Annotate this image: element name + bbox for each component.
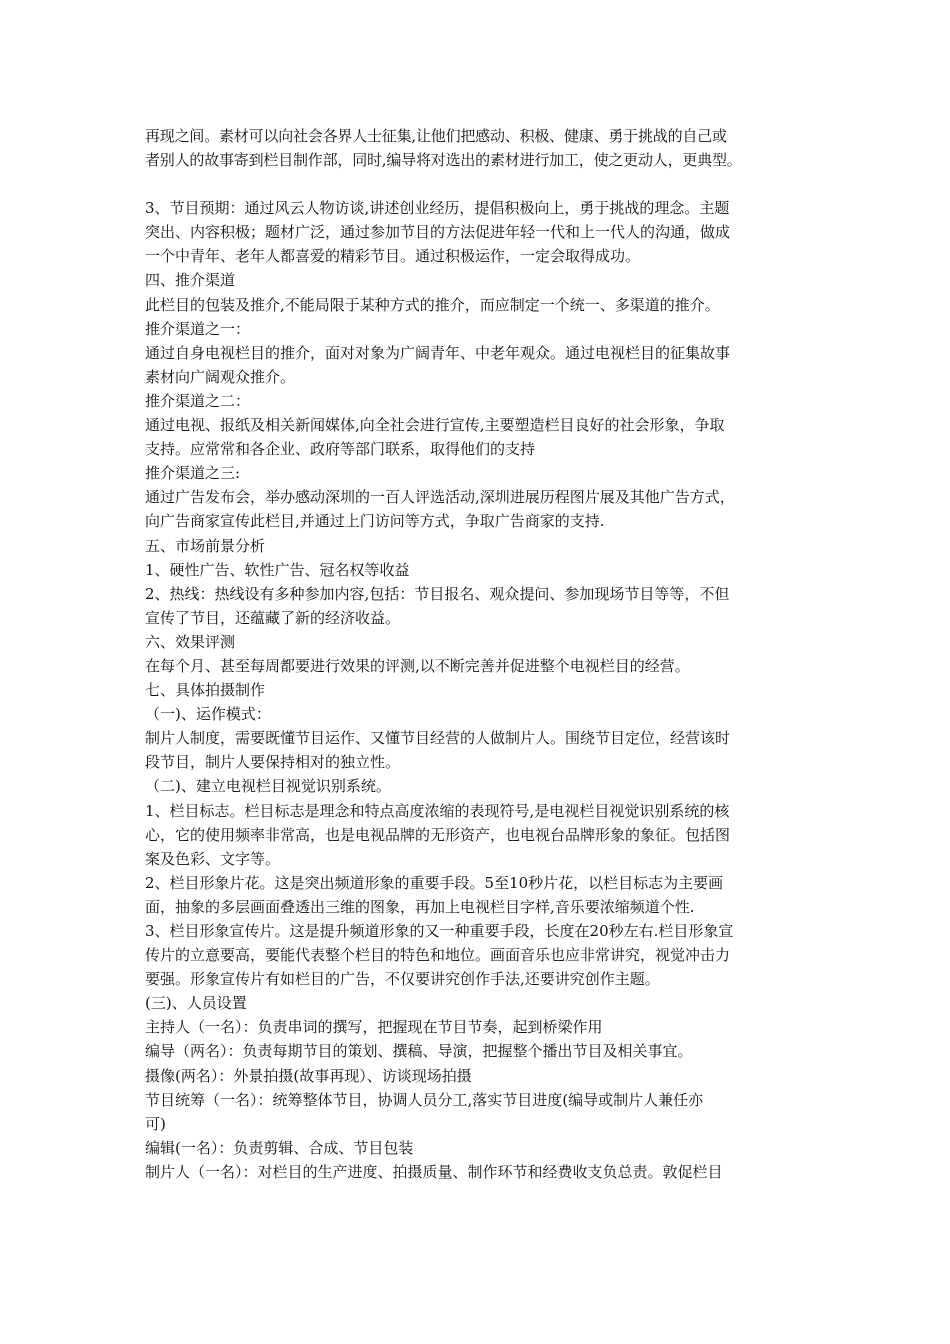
text-line: 编辑(一名）：负责剪辑、合成、节目包装: [145, 1138, 414, 1157]
text-line: 主持人（一名）：负责串词的撰写，把握现在节目节奏，起到桥梁作用: [145, 1018, 603, 1037]
text-line: 制片人制度，需要既懂节目运作、又懂节目经营的人做制片人。围绕节目定位，经营该时: [145, 729, 731, 748]
text-line: 可): [145, 1114, 166, 1133]
text-line: (三)、人员设置: [145, 994, 247, 1013]
text-line: 1、硬性广告、软性广告、冠名权等收益: [145, 560, 410, 579]
text-line: 3、栏目形象宣传片。这是提升频道形象的又一种重要手段，长度在20秒左右.栏目形象宣: [145, 922, 734, 940]
text-line: 通过自身电视栏目的推介，面对对象为广阔青年、中老年观众。通过电视栏目的征集故事: [145, 343, 731, 362]
text-line: 在每个月、甚至每周都要进行效果的评测,以不断完善并促进整个电视栏目的经营。: [145, 656, 690, 675]
paragraph-gap: [145, 172, 825, 196]
text-line: 推介渠道之三:: [145, 464, 241, 483]
text-line: 通过电视、报纸及相关新闻媒体,向全社会进行宣传,主要塑造栏目良好的社会形象，争取: [145, 416, 725, 435]
text-line: 2、热线：热线设有多种参加内容,包括：节目报名、观众提问、参加现场节目等等，不但: [145, 584, 730, 603]
text-line: 3、节目预期：通过风云人物访谈,讲述创业经历，提倡积极向上，勇于挑战的理念。主题: [145, 199, 730, 218]
text-line: 传片的立意要高，要能代表整个栏目的特色和地位。画面音乐也应非常讲究，视觉冲击力: [145, 946, 731, 965]
text-line: 1、栏目标志。栏目标志是理念和特点高度浓缩的表现符号,是电视栏目视觉识别系统的核: [145, 801, 730, 820]
text-line: 四、推介渠道: [145, 271, 236, 290]
text-line: （二)、建立电视栏目视觉识别系统。: [145, 777, 391, 796]
text-line: 六、效果评测: [145, 632, 236, 651]
text-line: 突出、内容积极；题材广泛，通过参加节目的方法促进年轻一代和上一代人的沟通，做成: [145, 223, 731, 242]
text-line: 一个中青年、老年人都喜爱的精彩节目。通过积极运作，一定会取得成功。: [145, 247, 641, 266]
text-line: 再现之间。素材可以向社会各界人士征集,让他们把感动、积极、健康、勇于挑战的自己或: [145, 127, 727, 145]
text-line: 编导（两名）：负责每期节目的策划、撰稿、导演，把握整个播出节目及相关事宜。: [145, 1042, 693, 1061]
document-page: [145, 124, 825, 1184]
text-line: 面，抽象的多层画面叠透出三维的图象，再加上电视栏目字样,音乐要浓缩频道个性.: [145, 897, 695, 916]
text-line: 通过广告发布会，举办感动深圳的一百人评选活动,深圳进展历程图片展及其他广告方式，: [145, 488, 735, 507]
text-line: 制片人（一名）：对栏目的生产进度、拍摄质量、制作环节和经费收支负总责。敦促栏目: [145, 1162, 723, 1181]
document-body: [145, 196, 825, 1184]
text-line: 者别人的故事寄到栏目制作部，同时,编导将对选出的素材进行加工，使之更动人，更典型。: [145, 151, 742, 170]
text-line: 心，它的使用频率非常高，也是电视品牌的无形资产，也电视台品牌形象的象征。包括图: [145, 825, 731, 844]
text-line: （一)、运作模式：: [145, 705, 271, 724]
text-line: 支持。应常常和各企业、政府等部门联系，取得他们的支持: [145, 440, 536, 459]
text-line: 宣传了节目，还蕴藏了新的经济收益。: [145, 608, 401, 627]
text-line: 七、具体拍摄制作: [145, 681, 266, 700]
text-line: 摄像(两名）：外景拍摄(故事再现）、访谈现场拍摄: [145, 1066, 472, 1085]
text-line: 向广告商家宣传此栏目,并通过上门访问等方式，争取广告商家的支持.: [145, 512, 605, 531]
text-line: 素材向广阔观众推介。: [145, 367, 296, 386]
text-line: 要强。形象宣传片有如栏目的广告，不仅要讲究创作手法,还要讲究创作主题。: [145, 970, 660, 989]
paragraph-top: [145, 124, 825, 172]
text-line: 五、市场前景分析: [145, 536, 266, 555]
text-line: 2、栏目形象片花。这是突出频道形象的重要手段。5至10秒片花，以栏目标志为主要画: [145, 873, 724, 892]
text-line: 案及色彩、文字等。: [145, 849, 281, 868]
text-line: 段节目，制片人要保持相对的独立性。: [145, 753, 401, 772]
text-line: 推介渠道之二：: [145, 391, 251, 410]
text-line: 推介渠道之一：: [145, 319, 251, 338]
text-line: 节目统筹（一名）：统筹整体节目，协调人员分工,落实节目进度(编导或制片人兼任亦: [145, 1090, 704, 1109]
text-line: 此栏目的包装及推介,不能局限于某种方式的推介，而应制定一个统一、多渠道的推介。: [145, 295, 720, 314]
